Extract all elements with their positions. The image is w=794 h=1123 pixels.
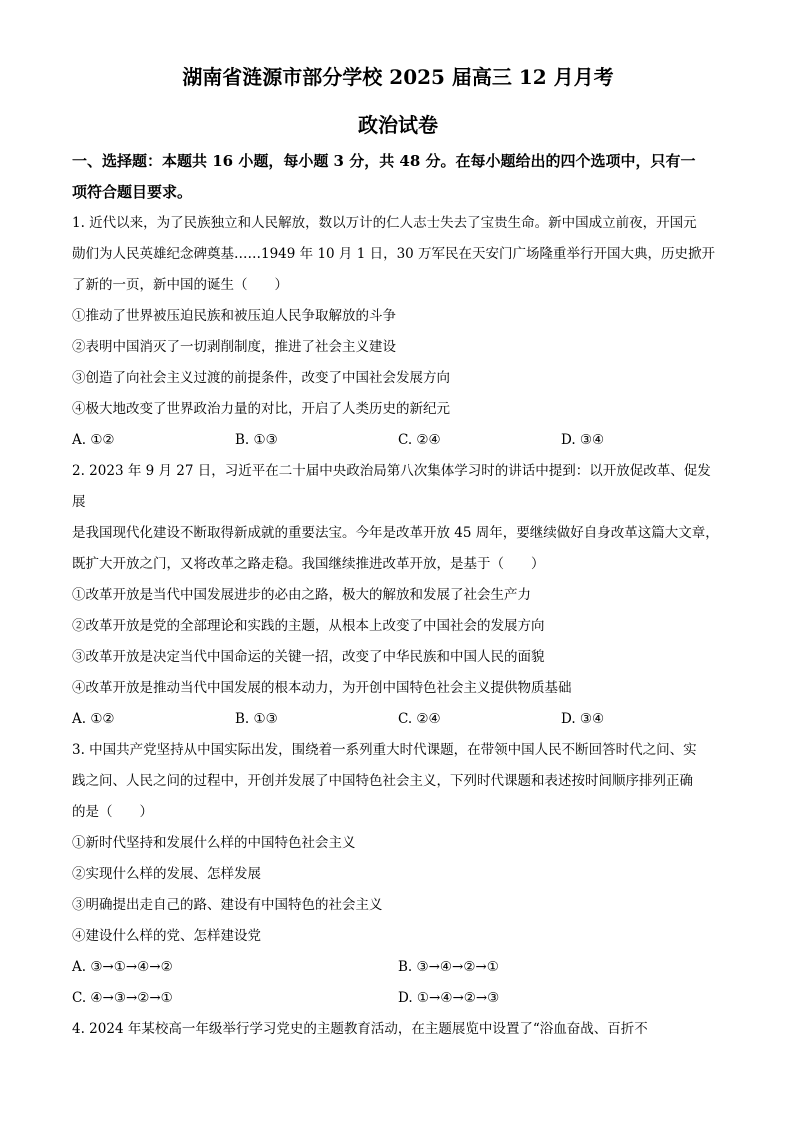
question-stem-line: 4. 2024 年某校高一年级举行学习党史的主题教育活动，在主题展览中设置了“浴血奋战、百折不 [72, 1021, 648, 1037]
choice-b: B. ①③ [235, 432, 278, 448]
statement-3: ③改革开放是决定当代中国命运的关键一招，改变了中华民族和中国人民的面貌 [72, 649, 545, 665]
choice-c: C. ②④ [398, 432, 441, 448]
section-heading-line: 一、选择题：本题共 16 小题，每小题 3 分，共 48 分。在每小题给出的四个选项中，只有一 [72, 152, 696, 170]
choice-b: B. ③→④→②→① [398, 959, 499, 975]
question-stem-line: 了新的一页，新中国的诞生（ ） [72, 277, 288, 293]
statement-4: ④极大地改变了世界政治力量的对比，开启了人类历史的新纪元 [72, 401, 450, 417]
question-stem-line: 的是（ ） [72, 804, 153, 820]
question-stem-line: 勋们为人民英雄纪念碑奠基……1949 年 10 月 1 日，30 万军民在天安门广场隆重举行开国大典，历史掀开 [72, 246, 716, 262]
statement-2: ②表明中国消灭了一切剥削制度，推进了社会主义建设 [72, 339, 396, 355]
answer-choices [72, 952, 724, 1014]
question-stem-line: 践之问、人民之问的过程中，开创并发展了中国特色社会主义，下列时代课题和表述按时间顺序排列正确 [72, 773, 693, 789]
section-heading-line: 项符合题目要求。 [72, 183, 193, 201]
statement-1: ①推动了世界被压迫民族和被压迫人民争取解放的斗争 [72, 308, 396, 324]
answer-choices [72, 425, 724, 456]
statement-2: ②实现什么样的发展、怎样发展 [72, 866, 261, 882]
question-3 [72, 735, 724, 1014]
choice-a: A. ③→①→④→② [72, 959, 173, 975]
choice-d: D. ③④ [561, 432, 605, 448]
question-stem-line: 1. 近代以来，为了民族独立和人民解放，数以万计的仁人志士失去了宝贵生命。新中国成立前夜，开国元 [72, 215, 697, 231]
question-4 [72, 1014, 724, 1045]
choice-d: D. ③④ [561, 711, 605, 727]
question-stem-line: 3. 中国共产党坚持从中国实际出发，围绕着一系列重大时代课题，在带领中国人民不断回答时代之问、实 [72, 742, 697, 758]
exam-title: 湖南省涟源市部分学校 2025 届高三 12 月月考 [182, 65, 614, 89]
statement-4: ④改革开放是推动当代中国发展的根本动力，为开创中国特色社会主义提供物质基础 [72, 680, 572, 696]
exam-page [72, 62, 724, 1045]
choice-c: C. ④→③→②→① [72, 990, 173, 1006]
question-stem-line: 2. 2023 年 9 月 27 日，习近平在二十届中央政治局第八次集体学习时的讲话中提到：以开放促改革、促发展 [72, 463, 711, 510]
section-heading [72, 146, 724, 208]
choice-a: A. ①② [72, 432, 115, 448]
statement-3: ③创造了向社会主义过渡的前提条件，改变了中国社会发展方向 [72, 370, 450, 386]
statement-3: ③明确提出走自己的路、建设有中国特色的社会主义 [72, 897, 383, 913]
choice-d: D. ①→④→②→③ [398, 990, 500, 1006]
exam-subject: 政治试卷 [358, 113, 438, 137]
statement-1: ①新时代坚持和发展什么样的中国特色社会主义 [72, 835, 356, 851]
statement-2: ②改革开放是党的全部理论和实践的主题，从根本上改变了中国社会的发展方向 [72, 618, 545, 634]
statement-1: ①改革开放是当代中国发展进步的必由之路，极大的解放和发展了社会生产力 [72, 587, 531, 603]
choice-b: B. ①③ [235, 711, 278, 727]
answer-choices [72, 704, 724, 735]
question-2 [72, 456, 724, 735]
statement-4: ④建设什么样的党、怎样建设党 [72, 928, 261, 944]
question-stem-line: 既扩大开放之门，又将改革之路走稳。我国继续推进改革开放，是基于（ ） [72, 556, 545, 572]
question-stem-line: 是我国现代化建设不断取得新成就的重要法宝。今年是改革开放 45 周年，要继续做好自身改革这篇大文章， [72, 525, 719, 541]
question-1 [72, 208, 724, 456]
choice-c: C. ②④ [398, 711, 441, 727]
choice-a: A. ①② [72, 711, 115, 727]
